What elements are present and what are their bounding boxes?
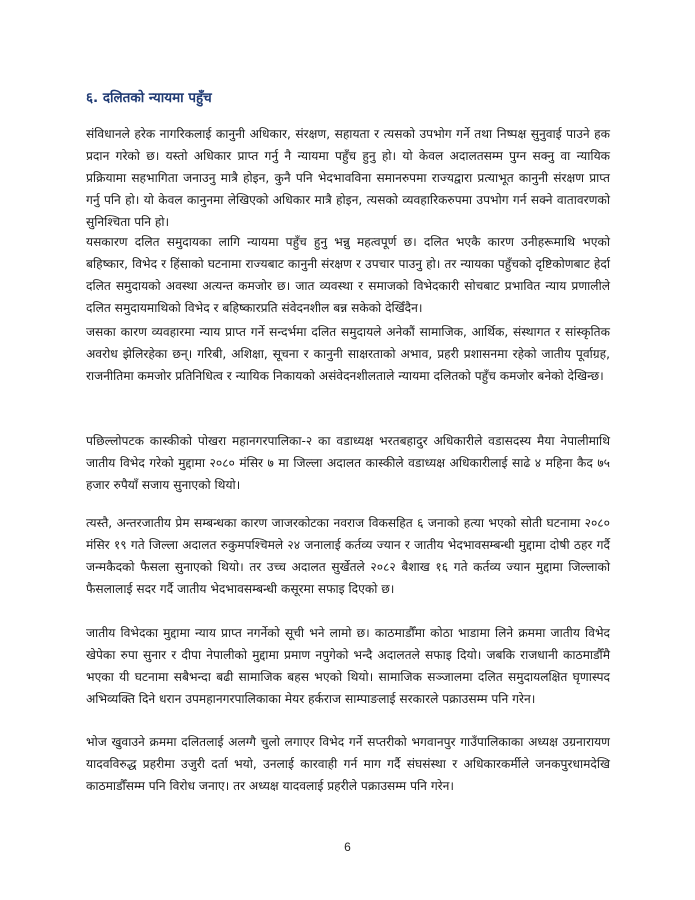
paragraph-4: पछिल्लोपटक कास्कीको पोखरा महानगरपालिका-२ का वडाध्यक्ष भरतबहादुर अधिकारीले वडासदस्य मैया नेपालीमाथि जातीय विभेद गरेको मुद्दामा २०८० मंसिर ७ मा जिल्ला अदालत कास्कीले वडाध्यक्ष अधिकारीलाई साढे ४ महिना कैद ७५ हजार रुपैयाँ सजाय सुनाएको थियो। [86, 434, 610, 492]
paragraph-3: जसका कारण व्यवहारमा न्याय प्राप्त गर्ने सन्दर्भमा दलित समुदायले अनेकौं सामाजिक, आर्थिक, संस्थागत र सांस्कृतिक अवरोध झेलिरहेका छन्। गरिबी, अशिक्षा, सूचना र कानुनी साक्षरताको अभाव, प्रहरी प्रशासनमा रहेको जातीय पूर्वाग्रह, राजनीतिमा कमजोर प्रतिनिधित्व र न्यायिक निकायको असंवेदनशीलताले न्यायमा दलितको पहुँच कमजोर बनेको देखिन्छ। [86, 325, 610, 383]
section-heading: ६. दलितको न्यायमा पहुँच [86, 90, 212, 106]
paragraph-5: त्यस्तै, अन्तरजातीय प्रेम सम्बन्धका कारण जाजरकोटका नवराज विकसहित ६ जनाको हत्या भएको सोती घटनामा २०८० मंसिर १९ गते जिल्ला अदालत रुकुमपश्चिमले २४ जनालाई कर्तव्य ज्यान र जातीय भेदभावसम्बन्धी मुद्दामा दोषी ठहर गर्दै जन्मकैदको फैसला सुनाएको थियो। तर उच्च अदालत सुर्खेतले २०८२ बैशाख १६ गते कर्तव्य ज्यान मुद्दामा जिल्लाको फैसलालाई सदर गर्दै जातीय भेदभावसम्बन्धी कसूरमा सफाइ दिएको छ। [86, 516, 610, 596]
paragraph-6: जातीय विभेदका मुद्दामा न्याय प्राप्त नगर्नेको सूची भने लामो छ। काठमाडौँमा कोठा भाडामा लिने क्रममा जातीय विभेद खेपेका रुपा सुनार र दीपा नेपालीको मुद्दामा प्रमाण नपुगेको भन्दै अदालतले सफाइ दियो। जबकि राजधानी काठमाडौँमै भएका यी घटनामा सबैभन्दा बढी सामाजिक बहस भएको थियो। सामाजिक सञ्जालमा दलित समुदायलक्षित घृणास्पद अभिव्यक्ति दिने धरान उपमहानगरपालिकाका मेयर हर्कराज साम्पाङलाई सरकारले पक्राउसम्म पनि गरेन। [86, 626, 610, 706]
paragraph-2: यसकारण दलित समुदायका लागि न्यायमा पहुँच हुनु भन्नु महत्वपूर्ण छ। दलित भएकै कारण उनीहरूमाथि भएको बहिष्कार, विभेद र हिंसाको घटनामा राज्यबाट कानुनी संरक्षण र उपचार पाउनु हो। तर न्यायका पहुँचको दृष्टिकोणबाट हेर्दा दलित समुदायको अवस्था अत्यन्त कमजोर छ। जात व्यवस्था र समाजको विभेदकारी सोचबाट प्रभावित न्याय प्रणालीले दलित समुदायमाथिको विभेद र बहिष्कारप्रति संवेदनशील बन्न सकेको देखिँदैन। [86, 235, 610, 315]
page-number: 6 [344, 840, 351, 854]
paragraph-7: भोज खुवाउने क्रममा दलितलाई अलग्गै चुलो लगाएर विभेद गर्ने सप्तरीको भगवानपुर गाउँपालिकाका अध्यक्ष उग्रनारायण यादवविरुद्ध प्रहरीमा उजुरी दर्ता भयो, उनलाई कारवाही गर्न माग गर्दै संघसंस्था र अधिकारकर्मीले जनकपुरधामदेखि काठमाडौँसम्म पनि विरोध जनाए। तर अध्यक्ष यादवलाई प्रहरीले पक्राउसम्म पनि गरेन। [86, 735, 610, 793]
paragraph-1: संविधानले हरेक नागरिकलाई कानुनी अधिकार, संरक्षण, सहायता र त्यसको उपभोग गर्ने तथा निष्पक्ष सुनुवाई पाउने हक प्रदान गरेको छ। यस्तो अधिकार प्राप्त गर्नु नै न्यायमा पहुँच हुनु हो। यो केवल अदालतसम्म पुग्न सक्नु वा न्यायिक प्रक्रियामा सहभागिता जनाउनु मात्रै होइन, कुनै पनि भेदभावविना समानरुपमा राज्यद्वारा प्रत्याभूत कानुनी संरक्षण प्राप्त गर्नु पनि हो। यो केवल कानुनमा लेखिएको अधिकार मात्रै होइन, त्यसको व्यवहारिकरुपमा उपभोग गर्न सक्ने वातावरणको सुनिश्चिता पनि हो। [86, 127, 610, 229]
